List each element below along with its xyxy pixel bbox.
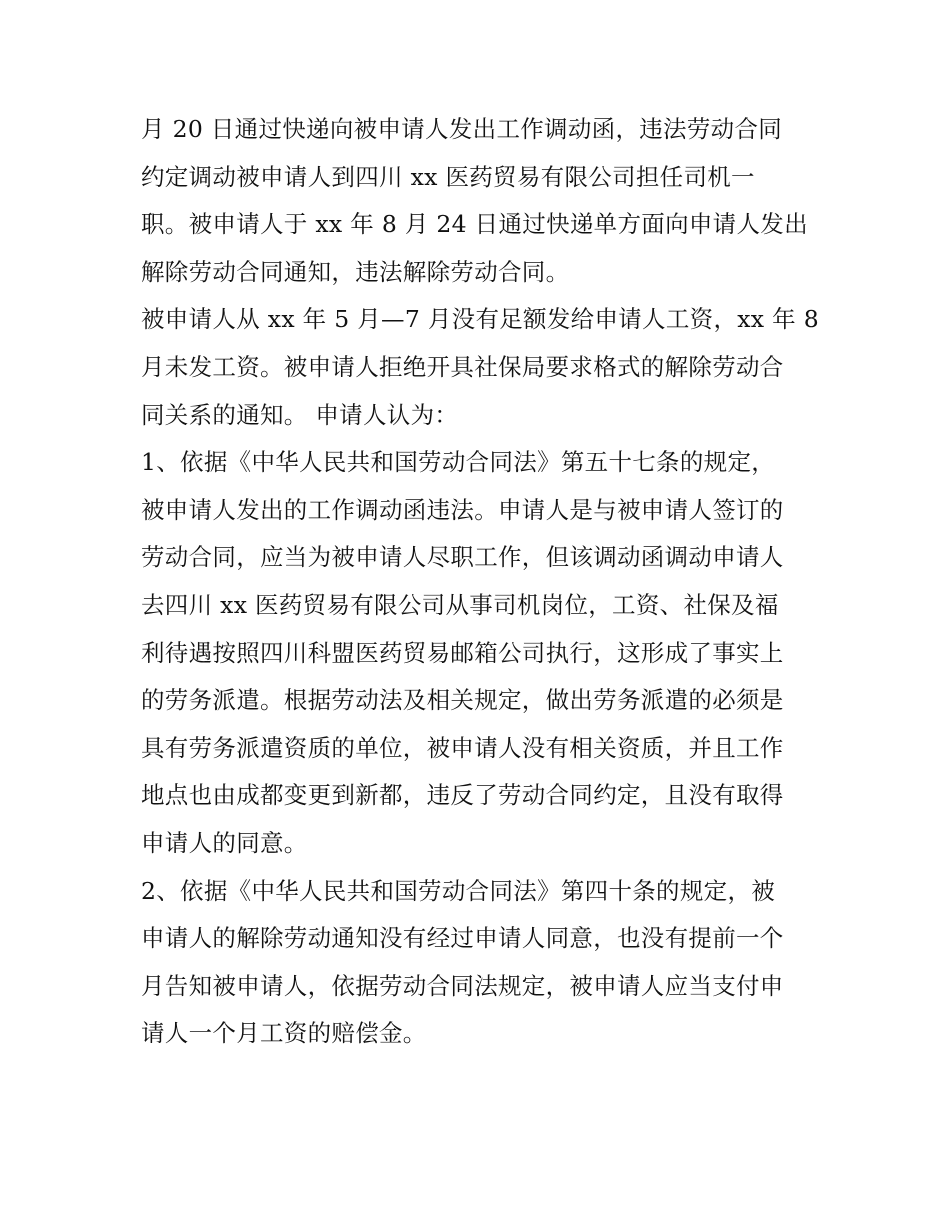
text-line: 2、依据《中华人民共和国劳动合同法》第四十条的规定，被 — [141, 876, 776, 905]
text-line: 1、依据《中华人民共和国劳动合同法》第五十七条的规定， — [141, 448, 776, 477]
text-line: 申请人的解除劳动通知没有经过申请人同意，也没有提前一个 — [141, 924, 784, 953]
text-line: 约定调动被申请人到四川 xx 医药贸易有限公司担任司机一 — [141, 162, 755, 191]
text-line: 利待遇按照四川科盟医药贸易邮箱公司执行，这形成了事实上 — [141, 638, 784, 667]
text-line: 月告知被申请人，依据劳动合同法规定，被申请人应当支付申 — [141, 971, 784, 1000]
text-line: 劳动合同，应当为被申请人尽职工作，但该调动函调动申请人 — [141, 543, 784, 572]
text-line: 被申请人从 xx 年 5 月—7 月没有足额发给申请人工资，xx 年 8 — [141, 305, 819, 334]
text-line: 同关系的通知。 申请人认为： — [141, 400, 459, 429]
text-line: 去四川 xx 医药贸易有限公司从事司机岗位，工资、社保及福 — [141, 590, 779, 619]
text-line: 申请人的同意。 — [141, 828, 308, 857]
text-line: 月 20 日通过快递向被申请人发出工作调动函，违法劳动合同 — [141, 115, 783, 143]
text-line: 解除劳动合同通知，违法解除劳动合同。 — [141, 257, 570, 286]
text-line: 具有劳务派遣资质的单位，被申请人没有相关资质，并且工作 — [141, 733, 784, 762]
text-line: 请人一个月工资的赔偿金。 — [141, 1019, 427, 1048]
text-line: 的劳务派遣。根据劳动法及相关规定，做出劳务派遣的必须是 — [141, 686, 784, 715]
text-line: 职。被申请人于 xx 年 8 月 24 日通过快递单方面向申请人发出 — [141, 210, 808, 239]
text-line: 月未发工资。被申请人拒绝开具社保局要求格式的解除劳动合 — [141, 352, 784, 381]
document-body — [141, 106, 821, 1058]
text-line: 地点也由成都变更到新都，违反了劳动合同约定，且没有取得 — [141, 781, 784, 810]
text-line: 被申请人发出的工作调动函违法。申请人是与被申请人签订的 — [141, 495, 784, 524]
